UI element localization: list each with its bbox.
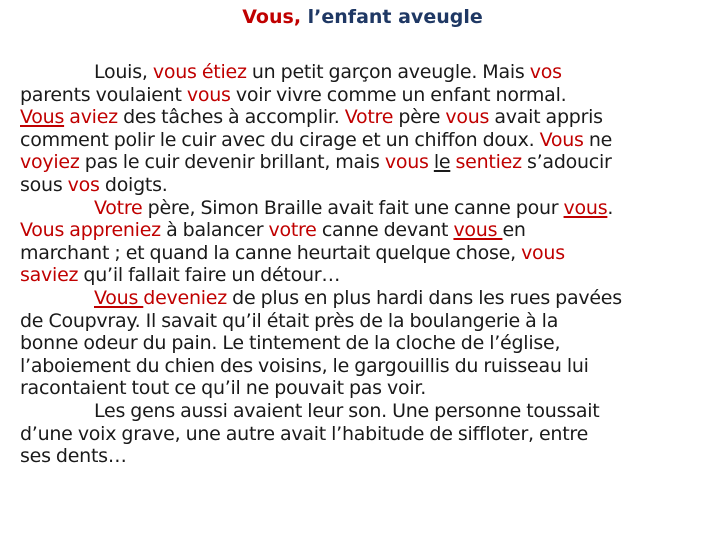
highlighted-word: Votre xyxy=(94,196,143,219)
highlighted-word: Vous xyxy=(20,219,65,242)
text-segment: le xyxy=(433,151,451,174)
text-segment: en xyxy=(502,219,526,242)
text-line xyxy=(20,242,710,265)
highlighted-word: deveniez xyxy=(143,286,227,309)
text-segment: un petit garçon aveugle. Mais xyxy=(246,61,530,83)
text-line xyxy=(20,310,710,333)
text-segment: de Coupvray. Il savait qu’il était près de la boulangerie à la xyxy=(20,309,559,332)
highlighted-word: votre xyxy=(268,219,317,242)
text-segment: ses dents… xyxy=(20,445,127,468)
text-segment: des tâches à accomplir. xyxy=(117,106,345,129)
text-line xyxy=(20,106,710,129)
highlighted-word: vous xyxy=(186,83,231,106)
text-segment: s’adoucir xyxy=(521,151,612,174)
highlighted-word: vous xyxy=(384,151,429,174)
text-segment: père xyxy=(393,106,446,129)
highlighted-word: appreniez xyxy=(69,219,161,242)
highlighted-word: Vous xyxy=(539,128,584,151)
text-segment: canne devant xyxy=(316,219,454,242)
text-segment: parents voulaient xyxy=(20,83,187,106)
text-line xyxy=(20,219,710,242)
text-segment: comment polir le cuir avec du cirage et un chiffon doux. xyxy=(20,128,540,151)
highlighted-word: sentiez xyxy=(455,151,522,174)
highlighted-word: vos xyxy=(67,173,100,196)
title-rest: l’enfant aveugle xyxy=(301,6,483,28)
text-segment: doigts. xyxy=(99,173,168,196)
text-line xyxy=(20,129,710,152)
text-line xyxy=(20,355,710,378)
highlighted-word: vous xyxy=(152,61,197,83)
text-segment: à balancer xyxy=(160,219,269,242)
highlighted-word: voyiez xyxy=(20,151,80,174)
document-title xyxy=(0,5,720,29)
highlighted-word: vous xyxy=(453,219,503,242)
highlighted-word: vous xyxy=(445,106,490,129)
text-line xyxy=(20,61,710,84)
text-segment: marchant ; et quand la canne heurtait quelque chose, xyxy=(20,241,522,264)
story-text xyxy=(20,61,710,468)
text-segment: voir vivre comme un enfant normal. xyxy=(230,83,567,106)
text-line xyxy=(20,377,710,400)
text-line xyxy=(20,84,710,107)
text-segment: qu’il fallait faire un détour… xyxy=(78,264,341,287)
text-line xyxy=(20,197,710,220)
text-line xyxy=(20,151,710,174)
text-line xyxy=(20,332,710,355)
text-segment: l’aboiement du chien des voisins, le gargouillis du ruisseau lui xyxy=(20,354,589,377)
text-segment: ne xyxy=(583,128,613,151)
text-segment: d’une voix grave, une autre avait l’habitude de siffloter, entre xyxy=(20,422,589,445)
text-line xyxy=(20,400,710,423)
text-line xyxy=(20,445,710,468)
highlighted-word: saviez xyxy=(20,264,79,287)
text-segment: avait appris xyxy=(489,106,603,129)
highlighted-word: Votre xyxy=(344,106,394,129)
highlighted-word: vous xyxy=(521,241,565,264)
highlighted-word: vos xyxy=(529,61,562,83)
text-segment: Les gens aussi avaient leur son. Une personne toussait xyxy=(94,399,600,422)
title-vous: Vous, xyxy=(242,6,302,28)
text-segment: sous xyxy=(20,173,68,196)
text-segment: père, Simon Braille avait fait une canne pour xyxy=(142,196,564,219)
text-line xyxy=(20,264,710,287)
highlighted-word: vous xyxy=(563,196,608,219)
text-line xyxy=(20,174,710,197)
text-segment: Louis, xyxy=(94,61,153,83)
highlighted-word: étiez xyxy=(201,61,247,83)
text-line xyxy=(20,287,710,310)
text-segment: pas le cuir devenir brillant, mais xyxy=(79,151,385,174)
highlighted-word: aviez xyxy=(69,106,118,129)
text-segment: . xyxy=(607,196,614,219)
text-segment: bonne odeur du pain. Le tintement de la cloche de l’église, xyxy=(20,332,561,355)
text-segment: racontaient tout ce qu’il ne pouvait pas voir. xyxy=(20,377,427,400)
highlighted-word: Vous xyxy=(20,106,65,129)
highlighted-word: Vous xyxy=(94,286,144,309)
text-line xyxy=(20,423,710,446)
text-segment: de plus en plus hardi dans les rues pavées xyxy=(226,286,622,309)
